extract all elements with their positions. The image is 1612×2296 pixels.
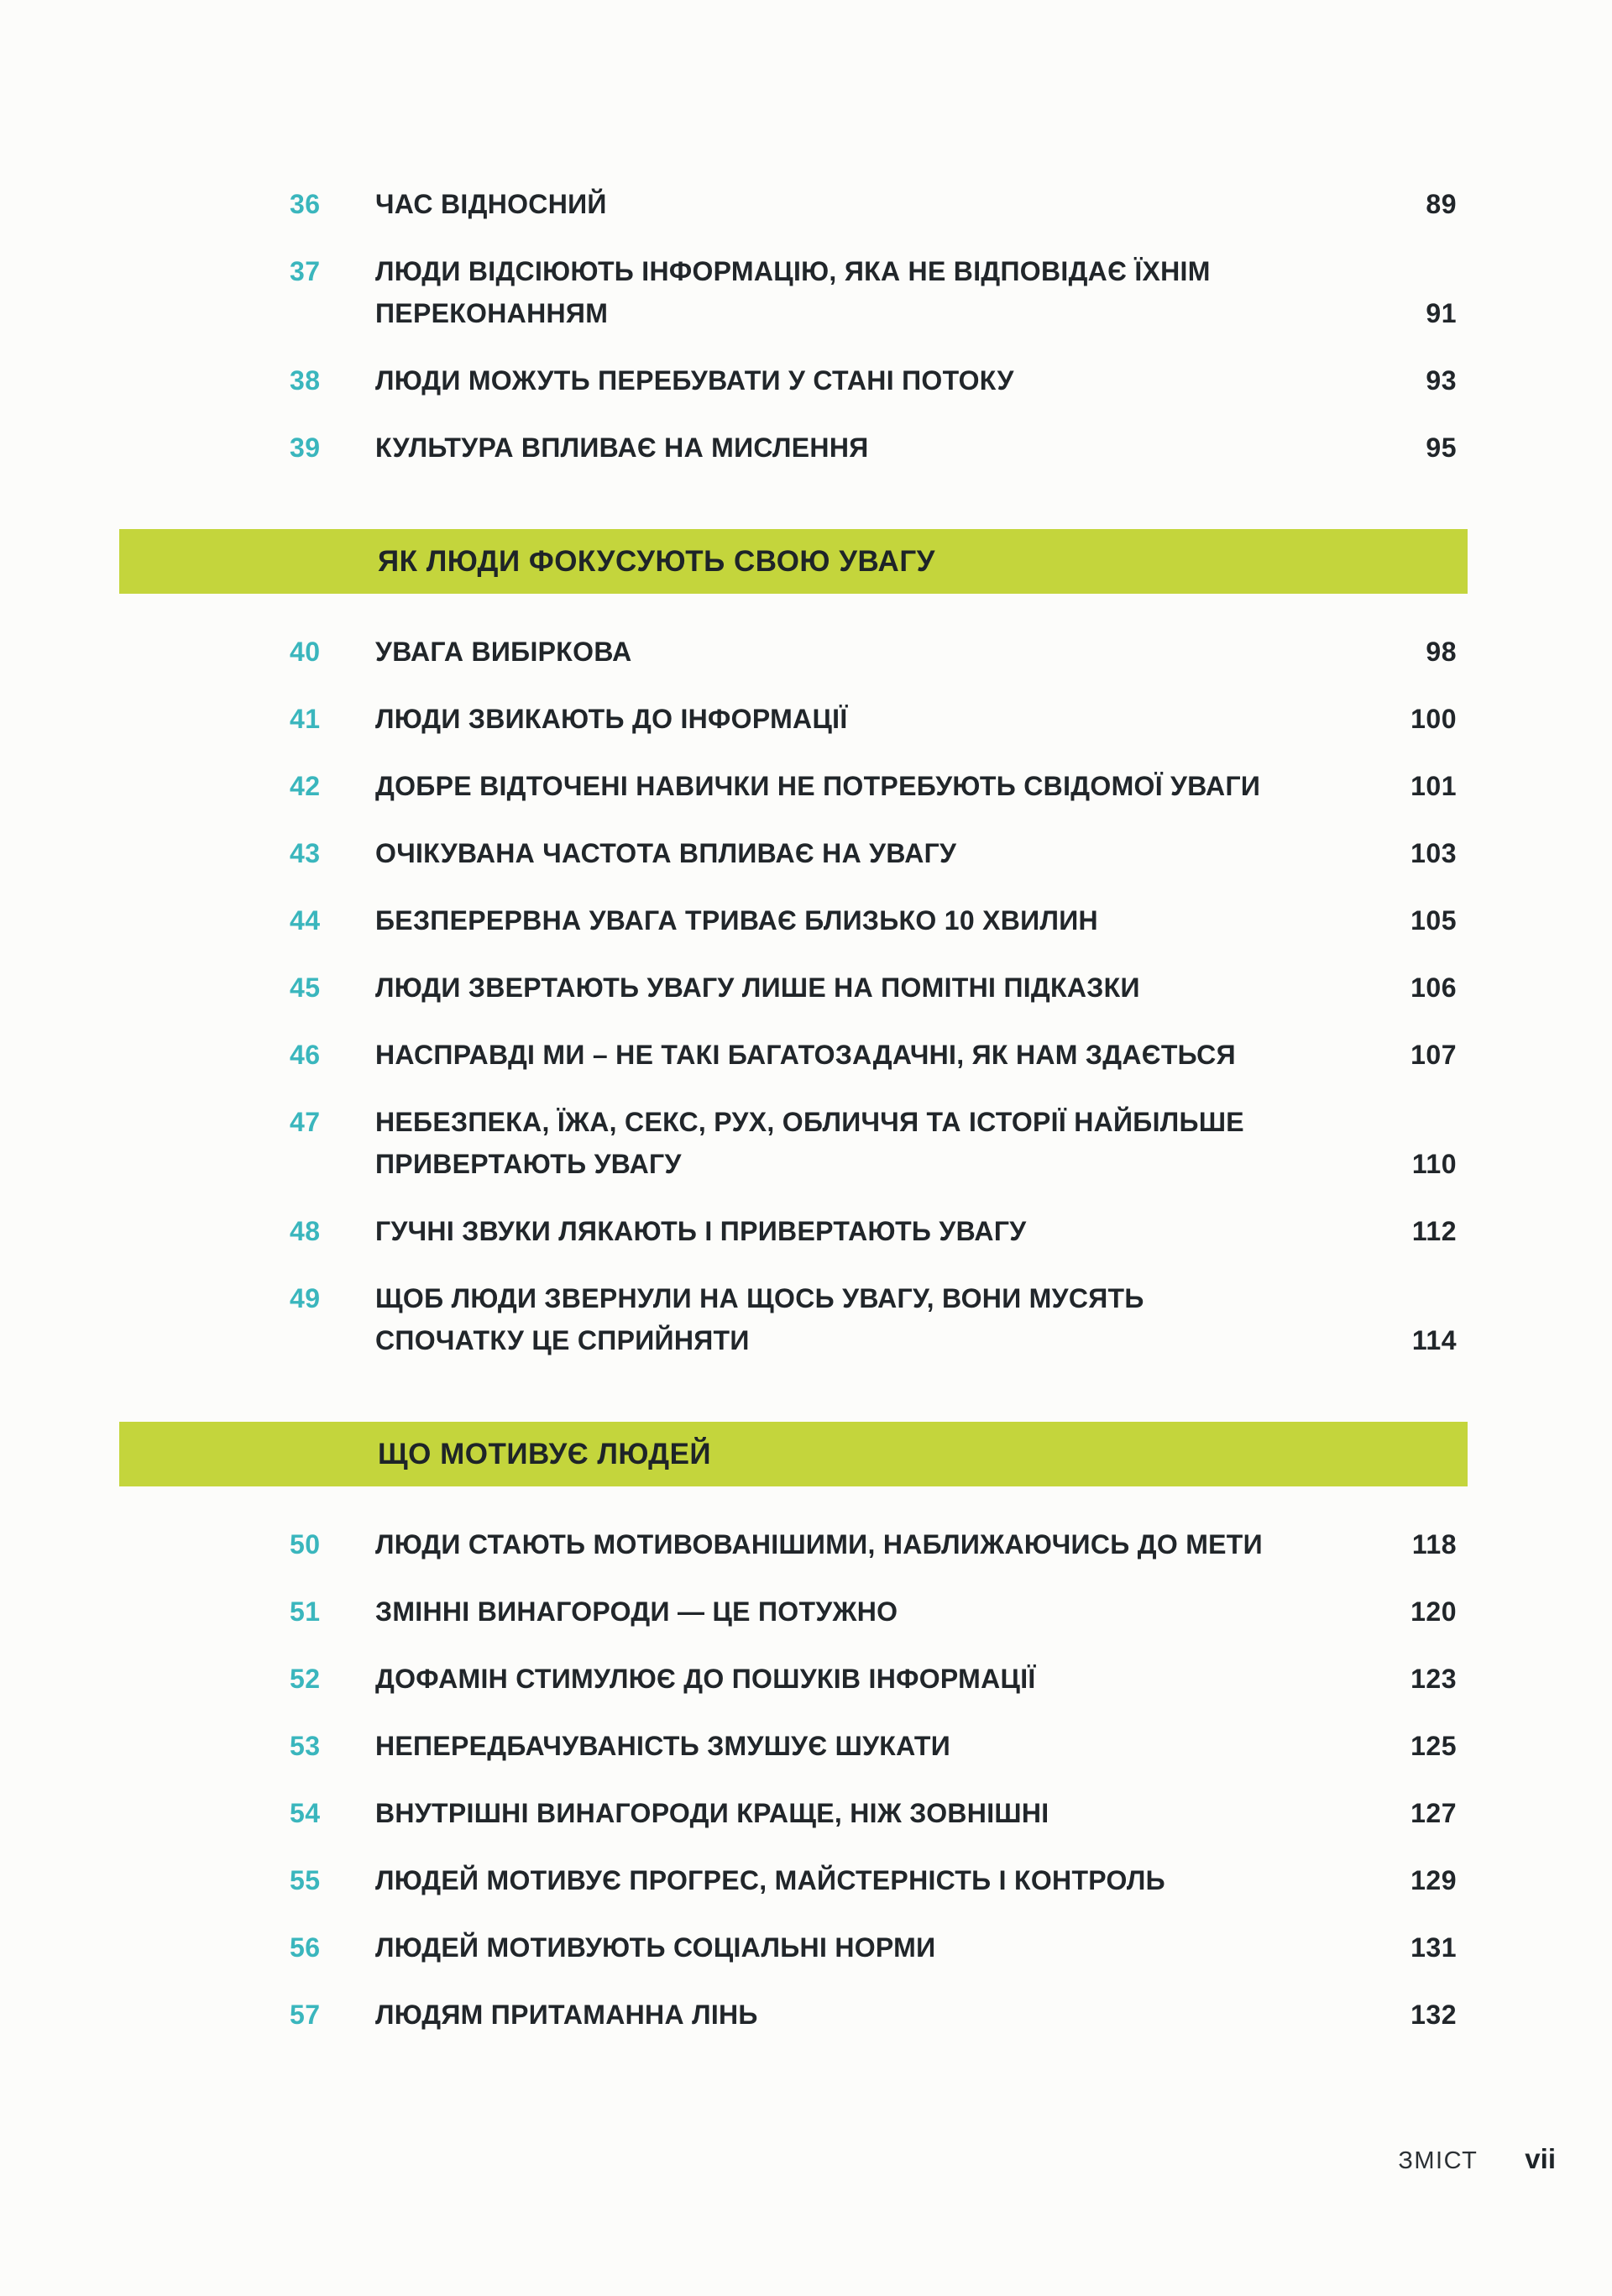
entry-title	[375, 359, 1014, 401]
entry-page-number: 114	[1411, 1325, 1457, 1355]
entry-number: 47	[290, 1107, 321, 1137]
entry-title-line: УВАГА ВИБІРКОВА	[375, 637, 632, 667]
entry-page-number: 91	[1426, 298, 1457, 328]
entry-number: 42	[290, 771, 321, 801]
entry-title-line: ЛЮДИ ЗВИКАЮТЬ ДО ІНФОРМАЦІЇ	[375, 704, 848, 734]
entry-title-line: ДОБРЕ ВІДТОЧЕНІ НАВИЧКИ НЕ ПОТРЕБУЮТЬ СВІДОМОЇ УВАГИ	[375, 771, 1261, 801]
entry-title	[375, 1591, 898, 1633]
toc-entry	[290, 899, 1457, 941]
entry-title	[375, 1859, 1165, 1901]
entry-page-number: 106	[1410, 972, 1457, 1003]
entry-page-number: 131	[1410, 1932, 1457, 1963]
entry-page-number: 129	[1410, 1865, 1457, 1895]
entry-title	[375, 1994, 758, 2036]
entry-title-line: ОЧІКУВАНА ЧАСТОТА ВПЛИВАЄ НА УВАГУ	[375, 838, 957, 868]
entry-title	[375, 1792, 1049, 1834]
entry-page-number: 101	[1410, 771, 1457, 801]
entry-number: 48	[290, 1216, 321, 1246]
section-header-label: ЯК ЛЮДИ ФОКУСУЮТЬ СВОЮ УВАГУ	[378, 544, 935, 578]
entry-page-number: 89	[1426, 189, 1457, 219]
entry-page-number: 127	[1410, 1798, 1457, 1828]
entry-title-line: НАСПРАВДІ МИ – НЕ ТАКІ БАГАТОЗАДАЧНІ, ЯК НАМ ЗДАЄТЬСЯ	[375, 1040, 1236, 1070]
entry-number: 39	[290, 432, 321, 463]
entry-title-line: ЛЮДИ СТАЮТЬ МОТИВОВАНІШИМИ, НАБЛИЖАЮЧИСЬ ДО МЕТИ	[375, 1529, 1263, 1559]
toc-entry	[290, 1034, 1457, 1076]
toc-entry	[290, 250, 1457, 334]
entry-title	[375, 1210, 1026, 1252]
entry-title-line: НЕПЕРЕДБАЧУВАНІСТЬ ЗМУШУЄ ШУКАТИ	[375, 1731, 951, 1761]
entry-number: 53	[290, 1731, 321, 1761]
toc-entry	[290, 1859, 1457, 1901]
toc-entry	[290, 183, 1457, 225]
entry-page-number: 98	[1426, 637, 1457, 667]
entry-title-line: ЩОБ ЛЮДИ ЗВЕРНУЛИ НА ЩОСЬ УВАГУ, ВОНИ МУСЯТЬ	[375, 1283, 1144, 1313]
entry-title	[375, 967, 1140, 1009]
entry-title	[375, 1034, 1236, 1076]
entry-title-line: ЛЮДИ ВІДСІЮЮТЬ ІНФОРМАЦІЮ, ЯКА НЕ ВІДПОВІДАЄ ЇХНІМ	[375, 256, 1211, 286]
entry-page-number: 103	[1410, 838, 1457, 868]
toc-entry	[290, 1101, 1457, 1185]
entry-number: 45	[290, 972, 321, 1003]
entry-page-number: 110	[1411, 1149, 1457, 1179]
entry-number: 56	[290, 1932, 321, 1963]
entry-number: 51	[290, 1596, 321, 1627]
entry-title	[375, 1658, 1036, 1700]
entry-title-line: ЧАС ВІДНОСНИЙ	[375, 189, 607, 219]
entry-number: 37	[290, 256, 321, 286]
entry-number: 57	[290, 2000, 321, 2030]
toc-entry	[290, 1210, 1457, 1252]
entry-page-number: 123	[1410, 1664, 1457, 1694]
entry-number: 49	[290, 1283, 321, 1313]
entry-title-line: БЕЗПЕРЕРВНА УВАГА ТРИВАЄ БЛИЗЬКО 10 ХВИЛИН	[375, 905, 1098, 936]
entry-title	[375, 832, 956, 874]
entry-title-line: НЕБЕЗПЕКА, ЇЖА, СЕКС, РУХ, ОБЛИЧЧЯ ТА ІСТОРІЇ НАЙБІЛЬШЕ	[375, 1107, 1244, 1137]
entry-title-line: ЗМІННІ ВИНАГОРОДИ — ЦЕ ПОТУЖНО	[375, 1596, 898, 1627]
toc-entry	[290, 1277, 1457, 1361]
toc-entry	[290, 1725, 1457, 1767]
entry-number: 52	[290, 1664, 321, 1694]
toc-entry	[290, 1523, 1457, 1565]
entry-title-line: ЛЮДИ ЗВЕРТАЮТЬ УВАГУ ЛИШЕ НА ПОМІТНІ ПІДКАЗКИ	[375, 972, 1140, 1003]
toc-entry	[290, 832, 1457, 874]
toc-entry	[290, 1591, 1457, 1633]
toc-entry	[290, 1658, 1457, 1700]
entry-title	[375, 1101, 1244, 1185]
entry-title-line: СПОЧАТКУ ЦЕ СПРИЙНЯТИ	[375, 1325, 750, 1355]
entry-title-line: ЛЮДИ МОЖУТЬ ПЕРЕБУВАТИ У СТАНІ ПОТОКУ	[375, 365, 1014, 396]
entry-title	[375, 1926, 935, 1968]
entry-title	[375, 250, 1211, 334]
entry-title	[375, 765, 1260, 807]
section-header-bar	[119, 529, 1468, 594]
entry-page-number: 107	[1410, 1040, 1457, 1070]
entry-number: 40	[290, 637, 321, 667]
toc-entry	[290, 765, 1457, 807]
entry-number: 38	[290, 365, 321, 396]
entry-title	[375, 899, 1098, 941]
entry-title	[375, 1523, 1263, 1565]
entry-title-line: ДОФАМІН СТИМУЛЮЄ ДО ПОШУКІВ ІНФОРМАЦІЇ	[375, 1664, 1036, 1694]
entry-page-number: 100	[1410, 704, 1457, 734]
toc-entry	[290, 427, 1457, 469]
entry-page-number: 120	[1410, 1596, 1457, 1627]
toc-entry	[290, 698, 1457, 740]
footer-section-label: ЗМІСТ	[1398, 2147, 1479, 2174]
entry-number: 44	[290, 905, 321, 936]
entry-title	[375, 1277, 1144, 1361]
entry-page-number: 132	[1410, 2000, 1457, 2030]
toc-entry	[290, 1994, 1457, 2036]
entry-page-number: 118	[1411, 1529, 1457, 1559]
toc-entry	[290, 631, 1457, 673]
toc-entry	[290, 967, 1457, 1009]
toc-entry	[290, 1792, 1457, 1834]
entry-number: 50	[290, 1529, 321, 1559]
entry-title	[375, 1725, 950, 1767]
entry-title	[375, 631, 632, 673]
entry-number: 41	[290, 704, 321, 734]
entry-title-line: КУЛЬТУРА ВПЛИВАЄ НА МИСЛЕННЯ	[375, 432, 869, 463]
entry-number: 36	[290, 189, 321, 219]
entry-title	[375, 183, 607, 225]
footer-page-number: vii	[1525, 2143, 1556, 2174]
page-footer	[0, 2143, 1612, 2175]
entry-title-line: ЛЮДЕЙ МОТИВУЄ ПРОГРЕС, МАЙСТЕРНІСТЬ І КОНТРОЛЬ	[375, 1865, 1165, 1895]
entry-page-number: 105	[1410, 905, 1457, 936]
entry-title-line: ВНУТРІШНІ ВИНАГОРОДИ КРАЩЕ, НІЖ ЗОВНІШНІ	[375, 1798, 1049, 1828]
entry-title	[375, 698, 847, 740]
entry-number: 55	[290, 1865, 321, 1895]
entry-title	[375, 427, 869, 469]
entry-title-line: ЛЮДЕЙ МОТИВУЮТЬ СОЦІАЛЬНІ НОРМИ	[375, 1932, 936, 1963]
entry-number: 43	[290, 838, 321, 868]
toc-entry	[290, 359, 1457, 401]
entry-number: 54	[290, 1798, 321, 1828]
entry-page-number: 112	[1411, 1216, 1457, 1246]
toc-entry	[290, 1926, 1457, 1968]
entry-page-number: 93	[1426, 365, 1457, 396]
entry-title-line: ЛЮДЯМ ПРИТАМАННА ЛІНЬ	[375, 2000, 758, 2030]
entry-title-line: ГУЧНІ ЗВУКИ ЛЯКАЮТЬ І ПРИВЕРТАЮТЬ УВАГУ	[375, 1216, 1027, 1246]
section-header-label: ЩО МОТИВУЄ ЛЮДЕЙ	[378, 1437, 712, 1470]
entry-title-line: ПРИВЕРТАЮТЬ УВАГУ	[375, 1149, 682, 1179]
entry-title-line: ПЕРЕКОНАННЯМ	[375, 298, 609, 328]
entry-page-number: 125	[1410, 1731, 1457, 1761]
section-header-bar	[119, 1422, 1468, 1486]
entry-page-number: 95	[1426, 432, 1457, 463]
entry-number: 46	[290, 1040, 321, 1070]
